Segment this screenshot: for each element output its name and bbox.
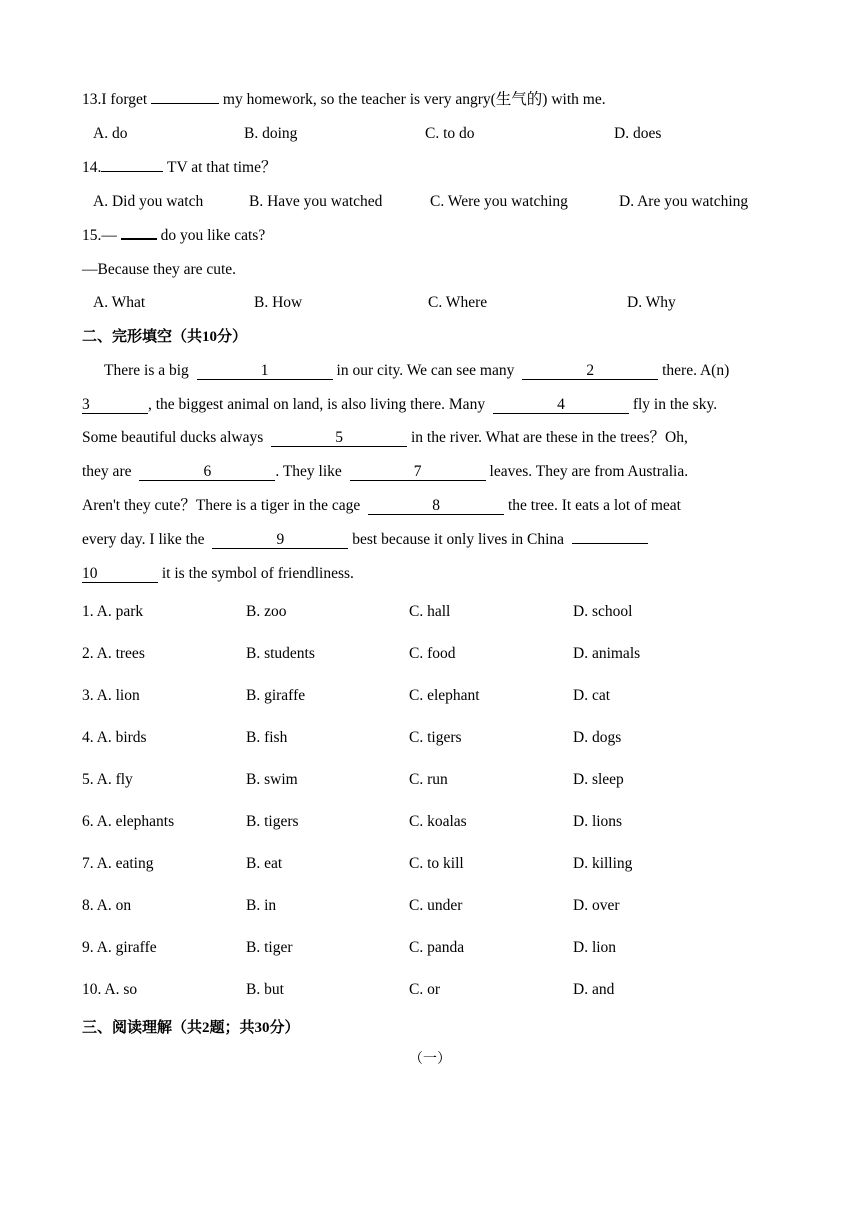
option-a: 4. A. birds [82, 729, 147, 746]
option-a: A. What [93, 294, 146, 311]
option-b: B. zoo [246, 603, 287, 620]
option-a: 7. A. eating [82, 855, 154, 872]
blank-9: 9 [212, 531, 348, 549]
option-c: C. food [409, 645, 456, 662]
answer-blank [101, 171, 163, 172]
option-b: B. swim [246, 771, 298, 788]
option-d: D. Why [627, 294, 676, 311]
section-heading-cloze: 二、完形填空（共10分） [82, 327, 248, 345]
option-a: 3. A. lion [82, 687, 140, 704]
option-d: D. and [573, 981, 615, 998]
question-15-stem: 15.— do you like cats? [82, 227, 266, 244]
option-b: B. doing [244, 125, 298, 142]
part-label: （一） [409, 1052, 451, 1067]
option-b: B. students [246, 645, 315, 662]
blank-7: 7 [350, 463, 486, 481]
section-heading-reading: 三、阅读理解（共2题；共30分） [82, 1018, 300, 1036]
option-c: C. to kill [409, 855, 464, 872]
question-13-stem: 13.I forget my homework, so the teacher is very angry(生气的) with me. [82, 91, 606, 108]
blank-6: 6 [139, 463, 275, 481]
option-c: C. elephant [409, 687, 480, 704]
option-d: D. lion [573, 939, 617, 956]
option-d: D. sleep [573, 771, 624, 788]
blank-2: 2 [522, 362, 658, 380]
option-a: 2. A. trees [82, 645, 145, 662]
option-b: B. tigers [246, 813, 299, 830]
option-b: B. in [246, 897, 277, 914]
answer-blank [121, 238, 157, 240]
option-c: C. panda [409, 939, 465, 956]
option-d: D. dogs [573, 729, 622, 746]
passage-line: they are 6 . They like 7 leaves. They are from Australia. [82, 463, 689, 480]
option-c: C. or [409, 981, 440, 998]
blank-5: 5 [271, 429, 407, 447]
option-c: C. Where [428, 294, 488, 311]
option-d: D. killing [573, 855, 633, 872]
option-d: D. Are you watching [619, 193, 749, 210]
option-c: C. to do [425, 125, 475, 142]
passage-line: Aren't they cute？There is a tiger in the cage 8 the tree. It eats a lot of meat [82, 497, 681, 514]
question-14-stem: 14. TV at that time？ [82, 159, 277, 176]
passage-line: 3 , the biggest animal on land, is also living there. Many 4 fly in the sky. [82, 396, 718, 413]
option-b: B. tiger [246, 939, 293, 956]
option-a: A. do [93, 125, 128, 142]
blank-1: 1 [197, 362, 333, 380]
option-d: D. animals [573, 645, 641, 662]
passage-line: 10 it is the symbol of friendliness. [82, 565, 354, 582]
blank-10: 10 [82, 565, 158, 583]
option-a: 9. A. giraffe [82, 939, 157, 956]
blank-8: 8 [368, 497, 504, 515]
option-a: 10. A. so [82, 981, 138, 998]
option-c: C. Were you watching [430, 193, 568, 210]
option-d: D. cat [573, 687, 611, 704]
blank-4: 4 [493, 396, 629, 414]
option-b: B. giraffe [246, 687, 306, 704]
option-d: D. school [573, 603, 633, 620]
option-a: A. Did you watch [93, 193, 204, 210]
option-a: 1. A. park [82, 603, 144, 620]
option-b: B. fish [246, 729, 288, 746]
answer-blank [572, 543, 648, 544]
option-a: 5. A. fly [82, 771, 133, 788]
passage-line: Some beautiful ducks always 5 in the river. What are these in the trees？Oh, [82, 429, 688, 446]
option-b: B. How [254, 294, 303, 311]
option-a: 6. A. elephants [82, 813, 175, 830]
passage-line: every day. I like the 9 best because it only lives in China [82, 530, 648, 550]
option-a: 8. A. on [82, 897, 132, 914]
option-b: B. but [246, 981, 284, 998]
passage-line: There is a big 1 in our city. We can see many 2 there. A(n) [104, 362, 730, 379]
option-b: B. Have you watched [249, 193, 383, 210]
option-c: C. hall [409, 603, 451, 620]
blank-3: 3 [82, 396, 148, 414]
option-c: C. koalas [409, 813, 467, 830]
option-d: D. lions [573, 813, 623, 830]
option-c: C. under [409, 897, 463, 914]
answer-blank [151, 103, 219, 104]
option-c: C. run [409, 771, 448, 788]
option-b: B. eat [246, 855, 283, 872]
option-d: D. does [614, 125, 662, 142]
option-c: C. tigers [409, 729, 462, 746]
question-15-reply: —Because they are cute. [82, 261, 237, 278]
option-d: D. over [573, 897, 620, 914]
